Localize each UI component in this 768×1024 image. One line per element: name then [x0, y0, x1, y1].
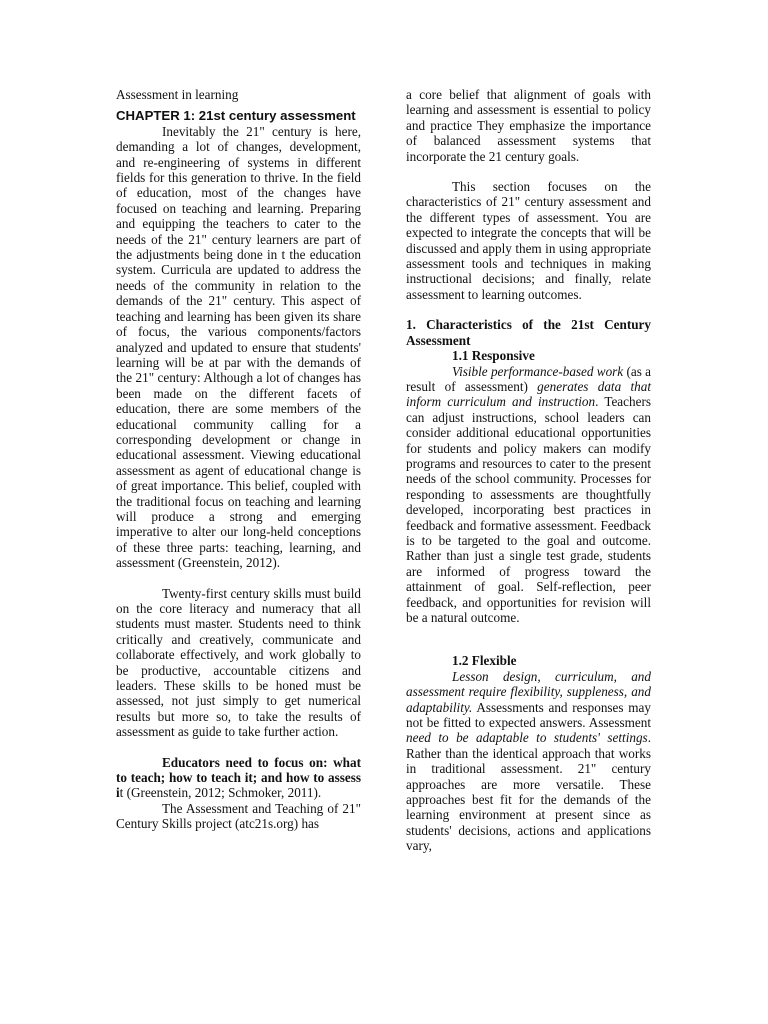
spacer — [406, 164, 651, 179]
paragraph-section-focus: This section focuses on the characteristics of 21" century assessment and the different types of assessment. You are expected to integrate the concepts that will be discussed and apply them in using appropriate assessment tools and techniques in making instructional decisions; and finally, relate assessment to learning outcomes. — [406, 179, 651, 302]
section-heading: 1. Characteristics of the 21st Century Assessment — [406, 317, 651, 348]
paragraph-intro: Inevitably the 21" century is here, demanding a lot of changes, development, and re-engineering of systems in different fields for this generation to thrive. In the field of education, most of the changes have focused on teaching and learning. Preparing and equipping the teachers to cater to the needs of the 21" century learners are part of the adjustments being done in t the education system. Curricula are updated to address the needs of the community in relation to the demands of the 21" century. This aspect of teaching and learning has been given its share of focus, the various components/factors analyzed and updated to ensure that students' learning will be at par with the demands of the 21" century: Although a lot of changes has been made on the different facets of education, there are some members of the educational community calling for a corresponding development or change in educational assessment. Viewing educational assessment as agent of educational change is of great importance. This belief, coupled with the traditional focus on teaching and learning will produce a strong and emerging imperative to alter our long-held conceptions of these three parts: teaching, learning, and assessment (Greenstein, 2012). — [116, 123, 361, 571]
spacer — [116, 571, 361, 586]
paragraph-educators — [116, 755, 361, 801]
paragraph-responsive — [406, 364, 651, 626]
educators-emphasis: Educators need to focus on: what to teach; how to teach it; and how to assess i — [116, 754, 361, 801]
responsive-text-1: (as a result of assessment) — [406, 363, 651, 394]
flexible-text-2: . Rather than the identical approach that works in traditional assessment. 21" century approaches are more versatile. These approaches best fit for the demands of the learning environment at present since as students' decisions, actions and applications vary, — [406, 730, 651, 854]
flexible-italic-1: Lesson design, curriculum, and assessment require flexibility, suppleness, and adaptability. — [406, 668, 651, 715]
responsive-text-2: . Teachers can adjust instructions, school leaders can consider additional educational opportunities for students and policy makers can modify programs and resources to cater to the present needs of the school community. Processes for responding to assessments are thoughtfully developed, incorporating best practices in feedback and formative assessment. Feedback is to be targeted to the goal and outcome. Rather than just a single test grade, students are informed of progress toward the attainment of goal. Self-reflection, peer feedback, and opportunities for revision will be a natural outcome. — [406, 394, 651, 625]
chapter-heading: CHAPTER 1: 21st century assessment — [116, 108, 356, 124]
paragraph-alignment: a core belief that alignment of goals with learning and assessment is essential to policy and practice They emphasize the importance of balanced assessment systems that incorporate the 21 century goals. — [406, 87, 651, 164]
paragraph-skills: Twenty-first century skills must build on the core literacy and numeracy that all students must master. Students need to think critically and creatively, communicate and collaborate effectively, and work globally to be productive, accountable citizens and leaders. These skills to be honed must be assessed, not just simply to get numerical results but more so, to take the results of assessment as guide to take further action. — [116, 585, 361, 740]
running-head: Assessment in learning — [116, 87, 239, 102]
left-column — [116, 87, 361, 832]
spacer — [406, 302, 651, 317]
subsection-flexible-heading: 1.2 Flexible — [452, 653, 517, 669]
responsive-italic-1: Visible performance-based work — [452, 363, 624, 379]
flexible-italic-2: need to be adaptable to students' settings — [406, 730, 648, 746]
spacer — [406, 625, 651, 653]
subsection-responsive-heading: 1.1 Responsive — [452, 348, 535, 364]
responsive-italic-2: generates data that inform curriculum and instruction — [406, 378, 651, 410]
spacer — [116, 740, 361, 755]
paragraph-flexible — [406, 669, 651, 854]
educators-citation: t (Greenstein, 2012; Schmoker, 2011). — [119, 785, 322, 801]
right-column — [406, 87, 651, 854]
paragraph-atc21s: The Assessment and Teaching of 21" Century Skills project (atc21s.org) has — [116, 800, 361, 832]
flexible-text-1: Assessments and responses may not be fitted to expected answers. Assessment — [406, 699, 651, 731]
